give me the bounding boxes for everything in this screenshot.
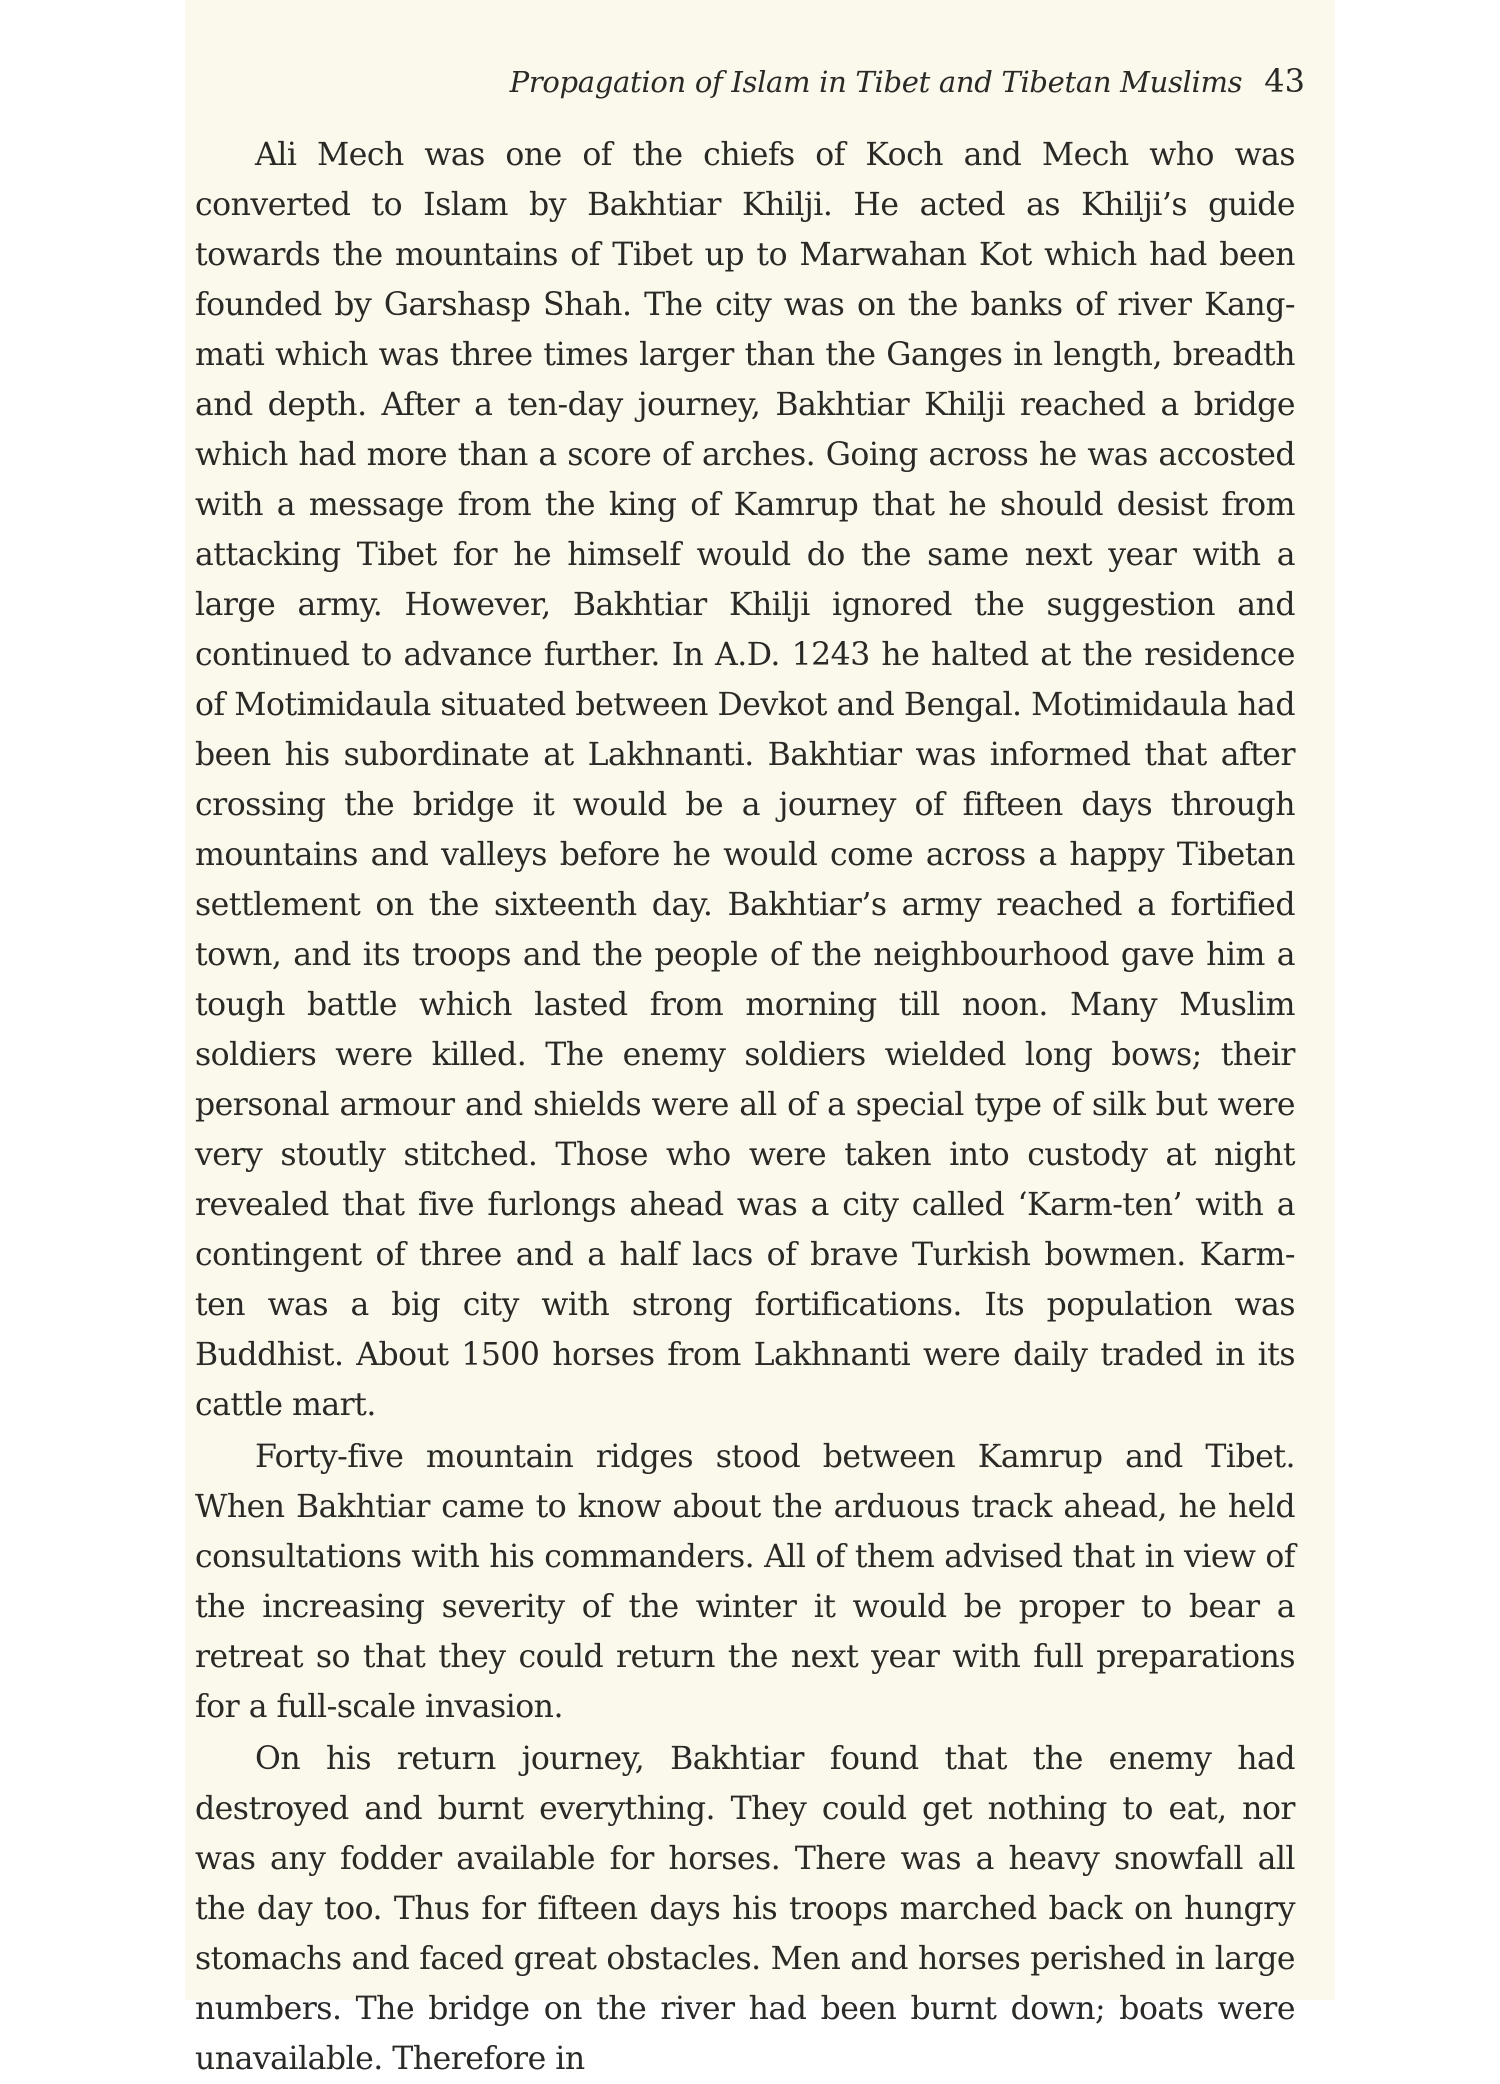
paragraph-2: Forty-five mountain ridges stood between Kamrup and Tibet. When Bakhtiar came to know about the arduous track ahead, he held consultations with his commanders. All of them advised that in view of the increasing severity of the winter it would be proper to bear a retreat so that they could return the next year with full preparations for a full-scale invasion. <box>195 1439 1295 1725</box>
running-header <box>185 62 1305 100</box>
body-text <box>195 130 1295 2084</box>
book-page <box>185 0 1335 2077</box>
running-title: Propagation of Islam in Tibet and Tibetan Muslims <box>509 65 1243 99</box>
paragraph-3: On his return journey, Bakhtiar found that the enemy had destroyed and burnt everything. They could get nothing to eat, nor was any fodder available for horses. There was a heavy snowfall all the day too. Thus for fifteen days his troops marched back on hungry stomachs and faced great obstacles. Men and horses perished in large numbers. The bridge on the river had been burnt down; boats were unavailable. Therefore in <box>195 1741 1295 2077</box>
page-number: 43 <box>1264 62 1305 100</box>
paragraph-1: Ali Mech was one of the chiefs of Koch and Mech who was converted to Islam by Bakhtiar Khilji. He acted as Khilji’s guide towards the mountains of Tibet up to Marwahan Kot which had been founded by Garshasp Shah. The city was on the banks of river Kang-mati which was three times larger than the Ganges in length, breadth and depth. After a ten-day journey, Bakhtiar Khilji reached a bridge which had more than a score of arches. Going across he was accosted with a message from the king of Kamrup that he should desist from attacking Tibet for he himself would do the same next year with a large army. However, Bakhtiar Khilji ignored the suggestion and continued to advance further. In A.D. 1243 he halted at the residence of Motimidaula situated between Devkot and Bengal. Motimidaula had been his subordinate at Lakhnanti. Bakhtiar was informed that after crossing the bridge it would be a journey of fifteen days through mountains and valleys before he would come across a happy Tibetan settlement on the sixteenth day. Bakhtiar’s army reached a fortified town, and its troops and the people of the neighbourhood gave him a tough battle which lasted from morning till noon. Many Muslim soldiers were killed. The enemy soldiers wielded long bows; their personal armour and shields were all of a special type of silk but were very stoutly stitched. Those who were taken into custody at night revealed that five furlongs ahead was a city called ‘Karm-ten’ with a contingent of three and a half lacs of brave Turkish bowmen. Karm-ten was a big city with strong fortifications. Its population was Buddhist. About 1500 horses from Lakhnanti were daily traded in its cattle mart. <box>195 137 1295 1423</box>
